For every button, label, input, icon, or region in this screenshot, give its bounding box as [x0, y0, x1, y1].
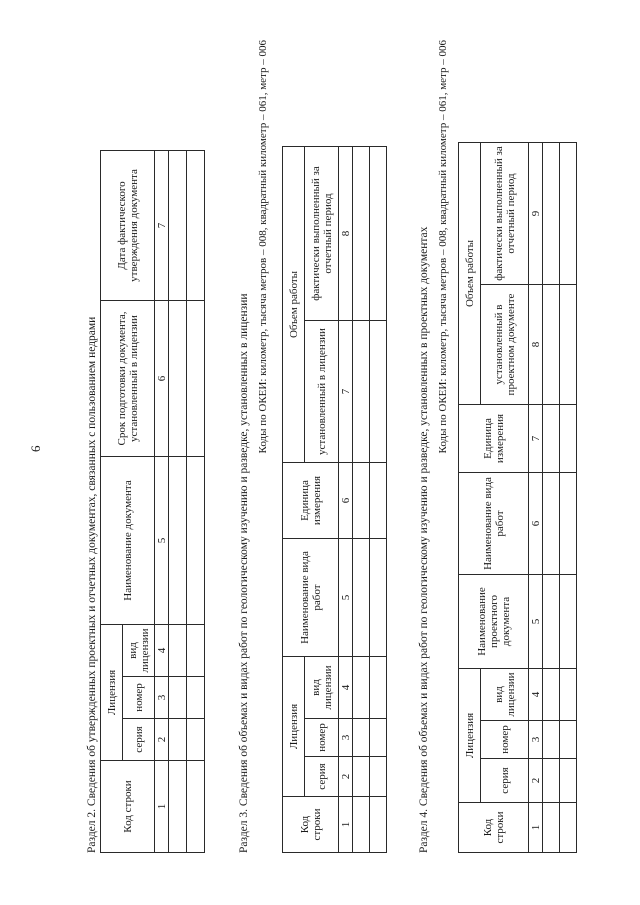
header-volume: Объем работы	[459, 143, 481, 405]
col-number: 3	[155, 677, 169, 719]
col-number: 2	[529, 759, 543, 803]
col-number: 8	[339, 147, 353, 321]
col-number: 7	[155, 151, 169, 301]
section4-title: Раздел 4. Сведения об объемах и видах работ по геологическому изучению и разведке, установленных в проектных документах	[418, 226, 430, 853]
col-number: 1	[155, 761, 169, 853]
header-license-type: вид лицензии	[305, 657, 339, 719]
col-number: 2	[339, 757, 353, 797]
section3-okei: Коды по ОКЕИ: километр, тысяча метров – 008, квадратный километр – 061, метр – 006	[257, 40, 269, 454]
header-work-type: Наименование вида работ	[283, 539, 339, 657]
col-number: 6	[155, 301, 169, 457]
section2-table	[100, 150, 205, 853]
header-approval-date: Дата фактического утверждения документа	[101, 151, 155, 301]
table-row	[187, 151, 205, 853]
section2-title: Раздел 2. Сведения об утвержденных проектных и отчетных документах, связанных с пользованием недрами	[86, 316, 98, 853]
col-number: 4	[155, 625, 169, 677]
col-number: 5	[155, 457, 169, 625]
col-number: 5	[529, 575, 543, 669]
page-number: 6	[28, 445, 43, 452]
header-license: Лицензия	[459, 669, 481, 803]
section3-title: Раздел 3. Сведения об объемах и видах работ по геологическому изучению и разведке, установленных в лицензии	[238, 293, 250, 853]
header-series: серия	[123, 719, 155, 761]
header-unit: Единица измерения	[283, 463, 339, 539]
header-actual: фактически выполненный за отчетный период	[305, 147, 339, 321]
col-number: 5	[339, 539, 353, 657]
col-number: 4	[529, 669, 543, 721]
header-license-type: вид лицензии	[123, 625, 155, 677]
header-number: номер	[123, 677, 155, 719]
col-number: 4	[339, 657, 353, 719]
col-number: 8	[529, 285, 543, 405]
section4-table	[458, 142, 577, 853]
header-number: номер	[481, 721, 529, 759]
header-set-in-license: установленный в лицензии	[305, 321, 339, 463]
header-series: серия	[305, 757, 339, 797]
section3-table	[282, 146, 387, 853]
header-doc-name: Наименование документа	[101, 457, 155, 625]
col-number: 9	[529, 143, 543, 285]
table-row	[370, 147, 387, 853]
header-project-doc: Наименование проектного документа	[459, 575, 529, 669]
col-number: 3	[529, 721, 543, 759]
col-number: 7	[529, 405, 543, 473]
col-number: 1	[529, 803, 543, 853]
header-row-code: Код строки	[101, 761, 155, 853]
table-row	[353, 147, 370, 853]
col-number: 7	[339, 321, 353, 463]
header-license: Лицензия	[283, 657, 305, 797]
header-unit: Единица измерения	[459, 405, 529, 473]
header-volume: Объем работы	[283, 147, 305, 463]
header-set-in-project: установленный в проектном документе	[481, 285, 529, 405]
header-deadline: Срок подготовки документа, установленный в лицензии	[101, 301, 155, 457]
table-row	[169, 151, 187, 853]
col-number: 3	[339, 719, 353, 757]
col-number: 1	[339, 797, 353, 853]
header-license-type: вид лицензии	[481, 669, 529, 721]
table-row	[543, 143, 560, 853]
table-row	[560, 143, 577, 853]
header-number: номер	[305, 719, 339, 757]
header-license: Лицензия	[101, 625, 123, 761]
header-work-type: Наименование вида работ	[459, 473, 529, 575]
col-number: 2	[155, 719, 169, 761]
col-number: 6	[339, 463, 353, 539]
header-actual: фактически выполненный за отчетный период	[481, 143, 529, 285]
col-number: 6	[529, 473, 543, 575]
header-series: серия	[481, 759, 529, 803]
header-row-code: Код строки	[283, 797, 339, 853]
section4-okei: Коды по ОКЕИ: километр, тысяча метров – 008, квадратный километр – 061, метр – 006	[437, 40, 449, 454]
header-row-code: Код строки	[459, 803, 529, 853]
